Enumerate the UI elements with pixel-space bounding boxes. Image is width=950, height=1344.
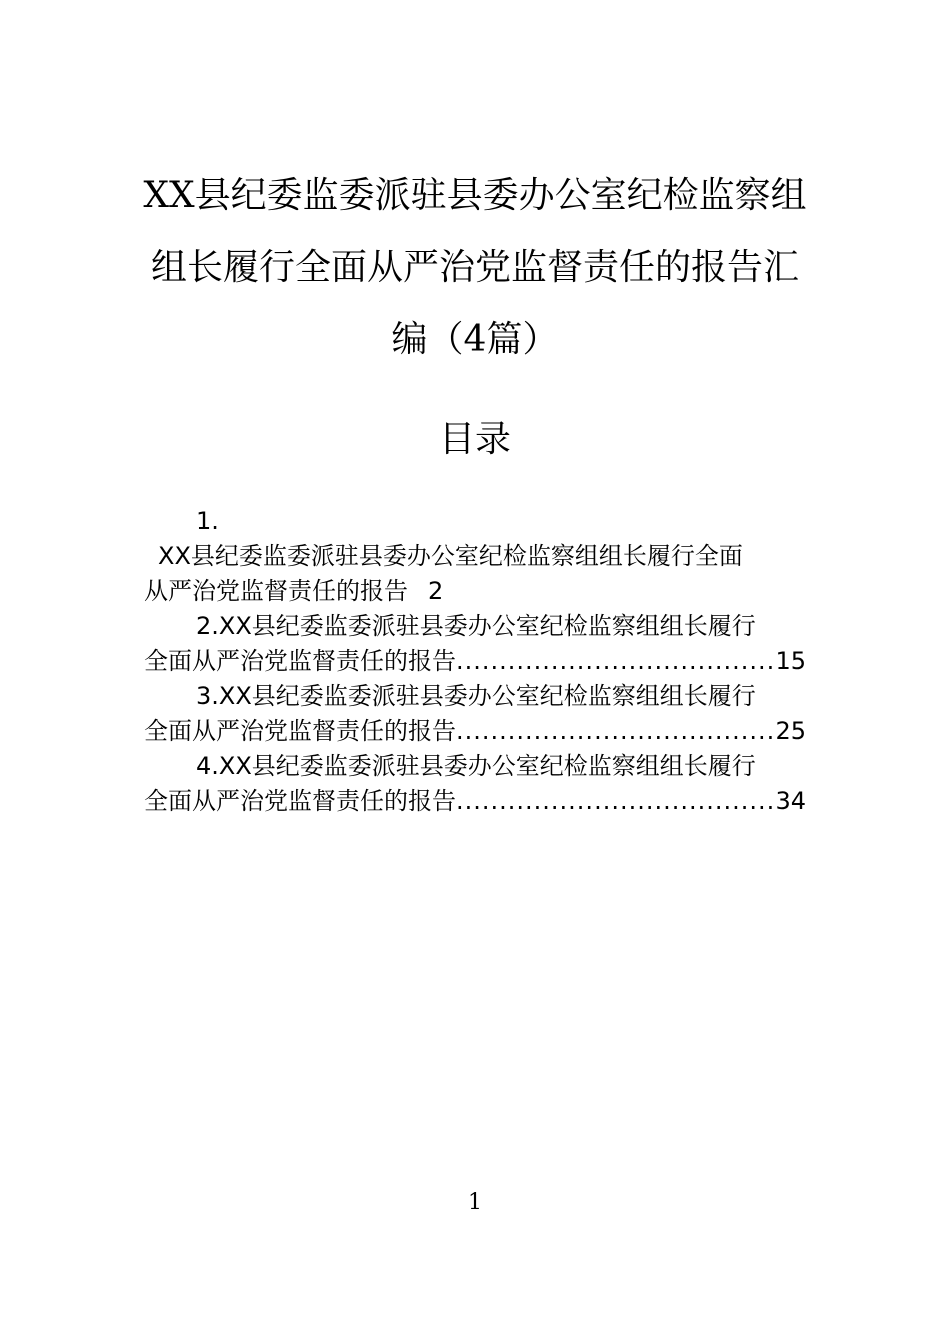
toc-entry-4[interactable] [144, 749, 806, 819]
toc-entry-text-line1: 3.XX县纪委监委派驻县委办公室纪检监察组组长履行 [196, 682, 756, 710]
toc-entry-text-line2 [144, 714, 806, 749]
document-title [140, 160, 810, 376]
toc-entry-text-line1: XX县纪委监委派驻县委办公室纪检监察组组长履行全面 [158, 542, 743, 570]
toc-dot-leader [456, 714, 775, 749]
page-number: 1 [468, 1190, 482, 1215]
toc-entry-text-line2 [144, 574, 806, 609]
toc-entry-title: 全面从严治党监督责任的报告 [144, 787, 456, 815]
toc-entry-title: 全面从严治党监督责任的报告 [144, 647, 456, 675]
toc-entry-page: 34 [775, 787, 806, 815]
toc-entry-page: 15 [775, 647, 806, 675]
table-of-contents [144, 504, 806, 819]
toc-entry-text-line1: 4.XX县纪委监委派驻县委办公室纪检监察组组长履行 [196, 752, 756, 780]
toc-entry-2[interactable] [144, 609, 806, 679]
toc-entry-title: 全面从严治党监督责任的报告 [144, 717, 456, 745]
toc-dot-leader [456, 644, 775, 679]
toc-entry-1[interactable] [144, 504, 806, 609]
toc-entry-text-line1: 2.XX县纪委监委派驻县委办公室纪检监察组组长履行 [196, 612, 756, 640]
toc-entry-text-line2 [144, 784, 806, 819]
title-line-3: 编（4篇） [391, 319, 559, 360]
title-line-2: 组长履行全面从严治党监督责任的报告汇 [150, 247, 799, 288]
toc-entry-page: 25 [775, 717, 806, 745]
toc-entry-number: 1. [196, 507, 219, 535]
toc-entry-text-line2 [144, 644, 806, 679]
toc-dot-leader [456, 784, 775, 819]
toc-heading: 目录 [438, 419, 511, 460]
title-line-1: XX县纪委监委派驻县委办公室纪检监察组 [143, 175, 807, 216]
toc-entry-page: 2 [428, 577, 444, 605]
toc-entry-3[interactable] [144, 679, 806, 749]
toc-entry-title: 从严治党监督责任的报告 [144, 577, 408, 605]
